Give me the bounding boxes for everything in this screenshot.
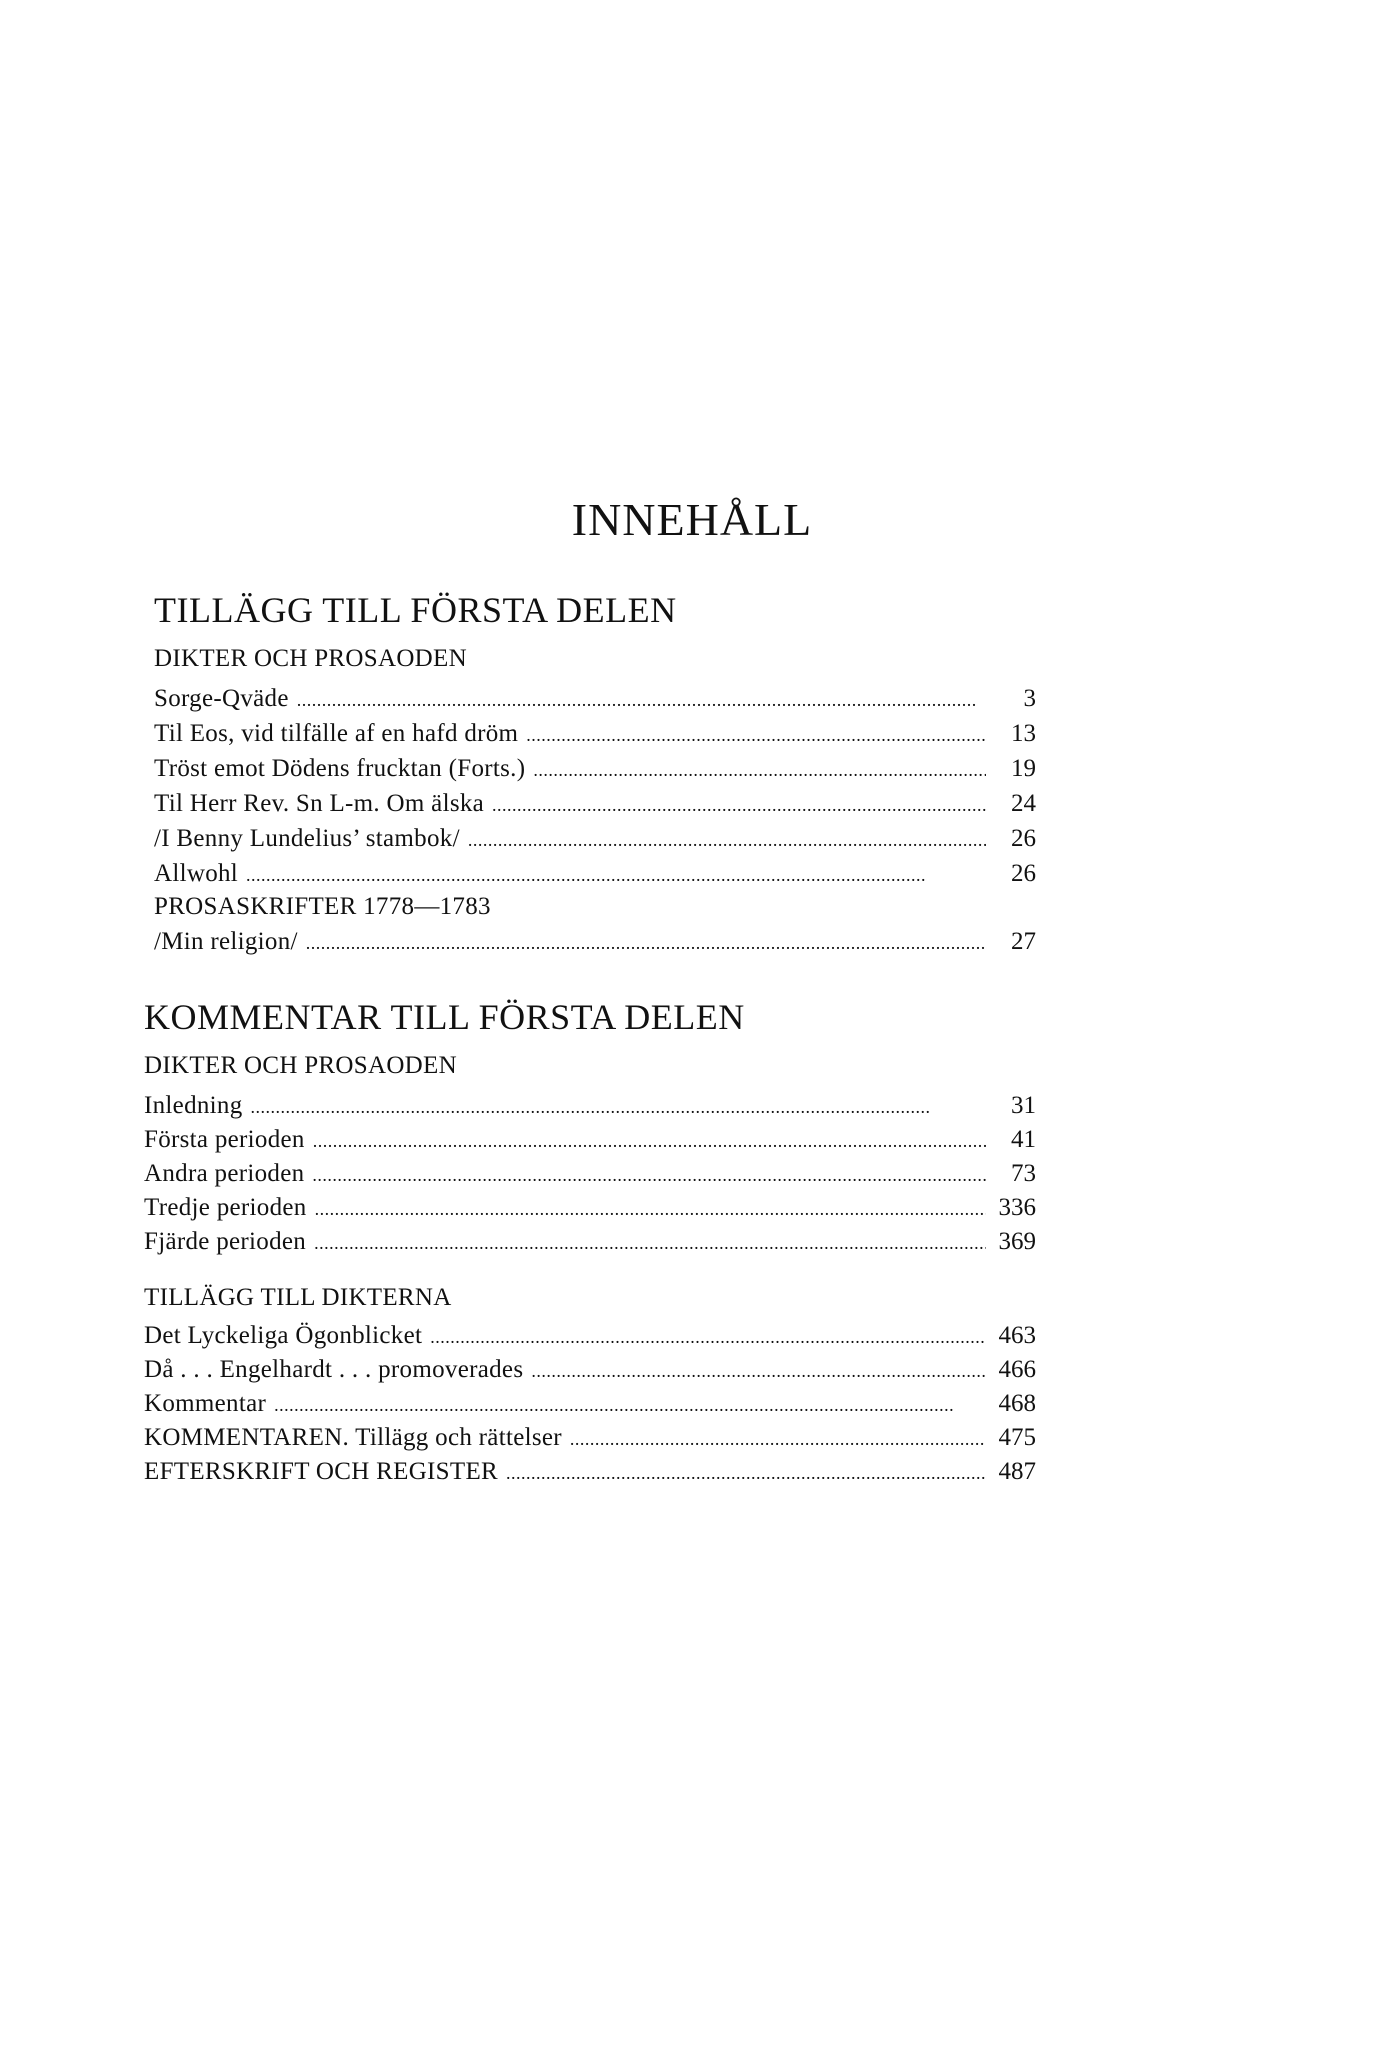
dot-leader [430, 1321, 986, 1353]
page-title: INNEHÅLL [571, 494, 813, 545]
entry-title: EFTERSKRIFT OCH REGISTER [144, 1458, 499, 1485]
entry-page-number: 26 [1011, 825, 1036, 852]
dot-leader [274, 1389, 986, 1421]
entry-title: Tredje perioden [144, 1194, 307, 1221]
dot-leader [533, 754, 986, 786]
entry-title: Inledning [144, 1092, 243, 1119]
entry-page-number: 475 [998, 1424, 1036, 1451]
dot-leader [531, 1355, 986, 1387]
toc-entry[interactable] [144, 1388, 1036, 1420]
section-heading-tillagg-till-dikterna: TILLÄGG TILL DIKTERNA [144, 1284, 452, 1311]
entry-title: Andra perioden [144, 1160, 305, 1187]
entry-page-number: 336 [998, 1194, 1036, 1221]
dot-leader [313, 1125, 986, 1157]
entry-page-number: 468 [998, 1390, 1036, 1417]
entry-title: Det Lyckeliga Ögonblicket [144, 1322, 423, 1349]
entry-page-number: 3 [1023, 685, 1036, 712]
entry-page-number: 19 [1011, 755, 1036, 782]
toc-entry[interactable] [144, 1226, 1036, 1258]
entry-page-number: 24 [1011, 790, 1036, 817]
entry-page-number: 31 [1011, 1092, 1036, 1119]
dot-leader [526, 719, 986, 751]
entry-page-number: 27 [1011, 928, 1036, 955]
dot-leader [306, 927, 986, 959]
dot-leader [570, 1423, 986, 1455]
dot-leader [251, 1091, 986, 1123]
entry-title: Til Herr Rev. Sn L-m. Om älska [154, 790, 485, 817]
toc-entry[interactable] [154, 683, 1036, 715]
toc-entry[interactable] [154, 788, 1036, 820]
toc-entry[interactable] [154, 718, 1036, 750]
toc-entry[interactable] [144, 1158, 1036, 1190]
dot-leader [297, 684, 986, 716]
toc-entry[interactable] [144, 1320, 1036, 1352]
dot-leader [506, 1457, 986, 1489]
entry-title: KOMMENTAREN. Tillägg och rättelser [144, 1424, 562, 1451]
toc-entry[interactable] [154, 926, 1036, 958]
entry-page-number: 13 [1011, 720, 1036, 747]
section-heading-prosaskrifter: PROSASKRIFTER 1778—1783 [154, 893, 491, 920]
entry-title: Första perioden [144, 1126, 305, 1153]
entry-page-number: 466 [998, 1356, 1036, 1383]
entry-page-number: 26 [1011, 860, 1036, 887]
entry-title: /Min religion/ [154, 928, 298, 955]
toc-entry[interactable] [144, 1456, 1036, 1488]
dot-leader [246, 859, 986, 891]
section-heading-dikter-och-prosaoden: DIKTER OCH PROSAODEN [154, 645, 467, 672]
entry-title: Kommentar [144, 1390, 267, 1417]
toc-entry[interactable] [154, 858, 1036, 890]
dot-leader [312, 1159, 986, 1191]
entry-page-number: 487 [998, 1458, 1036, 1485]
part-heading-kommentar: KOMMENTAR TILL FÖRSTA DELEN [144, 997, 745, 1037]
entry-title: Allwohl [154, 860, 239, 887]
dot-leader [492, 789, 986, 821]
toc-entry[interactable] [144, 1422, 1036, 1454]
section-heading-dikter-och-prosaoden: DIKTER OCH PROSAODEN [144, 1052, 457, 1079]
entry-title: /I Benny Lundelius’ stambok/ [154, 825, 460, 852]
toc-entry[interactable] [144, 1090, 1036, 1122]
entry-title: Til Eos, vid tilfälle af en hafd dröm [154, 720, 519, 747]
entry-page-number: 73 [1011, 1160, 1036, 1187]
entry-page-number: 369 [998, 1228, 1036, 1255]
dot-leader [315, 1193, 986, 1225]
entry-title: Då . . . Engelhardt . . . promoverades [144, 1356, 524, 1383]
dot-leader [468, 824, 986, 856]
entry-title: Tröst emot Dödens frucktan (Forts.) [154, 755, 526, 782]
entry-title: Sorge-Qväde [154, 685, 289, 712]
toc-entry[interactable] [154, 753, 1036, 785]
toc-entry[interactable] [144, 1124, 1036, 1156]
toc-entry[interactable] [154, 823, 1036, 855]
entry-page-number: 463 [998, 1322, 1036, 1349]
toc-entry[interactable] [144, 1354, 1036, 1386]
dot-leader [314, 1227, 986, 1259]
entry-title: Fjärde perioden [144, 1228, 307, 1255]
part-heading-tillagg: TILLÄGG TILL FÖRSTA DELEN [154, 590, 677, 630]
entry-page-number: 41 [1011, 1126, 1036, 1153]
toc-entry[interactable] [144, 1192, 1036, 1224]
